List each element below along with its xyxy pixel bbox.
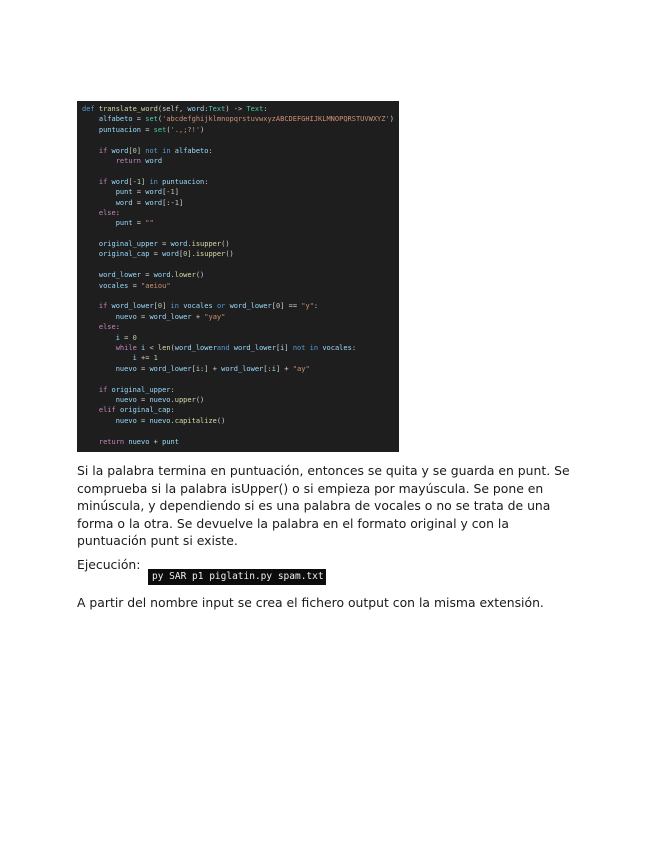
code-token: original_cap [98,250,150,259]
code-token [82,344,116,352]
code-line [82,437,399,447]
code-token: () [195,271,205,280]
code-token: : [263,105,268,113]
code-token: original_upper [111,385,171,394]
code-token: [:- [162,198,175,207]
code-line [82,353,399,363]
code-token [82,209,99,217]
code-line [82,312,399,322]
code-token: () [195,395,205,404]
code-token: and [216,343,234,352]
code-line [82,249,399,259]
code-line [82,364,399,374]
code-token: + [191,312,205,321]
code-token: 'abcdefghijklmnopqrstuvwxyzABCDEFGHIJKLMNOPQRSTUVWXYZ' [162,115,390,124]
code-line [82,322,399,332]
code-token: ]. [187,250,196,259]
code-token: = [149,250,163,259]
code-token [82,365,116,373]
code-token: nuevo [115,364,137,373]
code-token: 1 [136,177,142,186]
code-token: alfabeto [98,115,133,124]
code-token: "aeiou" [141,281,171,290]
code-token: vocales [183,302,213,311]
code-token [82,396,116,404]
code-token: word [170,240,188,249]
code-line [82,187,399,197]
code-token: word [111,177,129,186]
code-token: = [128,281,142,290]
code-token: . [187,240,192,249]
code-token: return [115,156,146,165]
code-token [82,250,99,258]
code-line [82,395,399,405]
code-token: [ [191,364,196,373]
code-token: "ay" [292,364,310,373]
code-line [82,260,399,270]
code-token: Text [208,105,226,113]
code-token: word [115,198,133,207]
code-token: else [98,208,116,217]
code-line [82,114,399,124]
code-token: len [157,343,171,352]
code-token: : [208,146,213,155]
code-token: i [280,343,285,352]
code-token: i [271,364,276,373]
code-token: < [145,343,158,352]
code-token: alfabeto [174,146,209,155]
code-token: punt [162,437,179,446]
code-token [82,178,99,186]
code-token: if [98,302,112,311]
code-token: = [136,416,150,425]
code-token [82,334,116,342]
explanation-paragraph: Si la palabra termina en puntuación, entonces se quita y se guarda en punt. Se comprueba si la palabra isUpper() o si empieza por mayúscula. Se pone en minúscula, y dependiendo si es una palabra de vocales o no se trata de una forma o la otra. Se devuelve la palabra en el formato original y con la puntuación punt si existe. [77,463,570,549]
code-token: ] == [280,302,302,311]
code-line [82,416,399,426]
code-token: () [216,416,226,425]
code-token: isupper [195,250,226,259]
code-token: vocales [322,343,352,352]
execution-label: Ejecución: [77,557,141,572]
code-token: ) [389,115,394,124]
code-token: [: [263,364,272,373]
code-token: = [157,240,171,249]
code-line [82,156,399,166]
code-line [82,239,399,249]
code-token: word [145,198,163,207]
code-token: = [132,115,146,124]
code-token: 0 [132,333,137,342]
code-token: nuevo [115,312,137,321]
code-token: 1 [153,354,158,363]
code-token: ( [166,125,171,134]
code-token: word_lower [221,364,264,373]
code-token: while [115,343,142,352]
code-token: += [136,354,154,363]
code-token: "" [145,219,154,228]
code-token: 0 [275,302,281,311]
code-token: word [162,250,179,259]
code-token: word_lower [111,302,154,311]
code-token: () [225,250,234,259]
code-token: word [145,156,163,165]
code-token: word [153,271,171,280]
code-token [82,406,99,414]
code-token: if [98,385,112,394]
code-token: elif [98,406,120,415]
code-token [82,302,99,310]
code-token: ) [200,125,205,134]
code-token: vocales [98,281,129,290]
code-token [82,354,133,362]
code-token: not in [145,146,175,155]
code-token: word [145,188,163,197]
code-token: not in [292,343,323,352]
code-token [82,126,99,134]
code-token: capitalize [174,416,217,425]
code-line [82,166,399,176]
code-token: def [82,105,99,113]
code-line [82,218,399,228]
code-token: nuevo [115,416,137,425]
code-token: : [204,105,209,113]
code-token: or [216,302,230,311]
code-line [82,426,399,436]
code-token: nuevo [149,395,171,404]
code-token: = [132,188,146,197]
code-line [82,385,399,395]
code-token: word_lower [149,312,192,321]
code-token: -> [233,105,247,113]
code-line [82,104,399,114]
code-token: i [141,343,146,352]
code-line [82,281,399,291]
code-token: i [132,354,137,363]
code-token: "yay" [204,312,226,321]
code-token: [- [162,188,171,197]
code-token: ] [174,188,179,197]
code-token [82,313,116,321]
code-token: i [195,364,201,373]
code-token: ] [141,177,150,186]
code-token: = [132,219,146,228]
code-token: original_upper [98,240,158,249]
code-token [82,438,99,446]
code-token: puntuacion [98,125,142,134]
code-token: : [170,385,175,394]
code-token: : [204,177,209,186]
code-screenshot [77,101,399,452]
code-token: ] [284,343,293,352]
code-token: : [170,406,175,415]
code-token: : [115,323,120,332]
code-line [82,198,399,208]
code-token: ( [170,343,175,352]
code-token: lower [174,271,196,280]
code-line [82,229,399,239]
code-token: set [153,125,167,134]
code-token: [ [178,250,184,259]
code-token [82,323,99,331]
code-token: word_lower [229,302,272,311]
code-token: ( [157,115,163,124]
code-token: isupper [191,240,222,249]
code-token: nuevo [149,416,171,425]
code-token [82,271,99,279]
code-token: if [98,177,112,186]
code-token: = [132,198,146,207]
code-token: ] + [275,364,293,373]
code-token: '.,;?!' [170,125,201,134]
code-token: : [115,208,120,217]
code-line [82,343,399,353]
code-token: (self, [157,105,188,113]
code-token: () [221,240,230,249]
code-token: set [145,115,158,124]
code-line [82,208,399,218]
code-token [82,115,99,123]
code-line [82,177,399,187]
code-token: . [170,416,175,425]
code-token: 0 [183,250,188,259]
output-paragraph: A partir del nombre input se crea el fichero output con la misma extensión. [77,595,544,610]
code-token: if [98,146,112,155]
code-token: word_lower [98,271,142,280]
code-token: ) [225,105,234,113]
code-token: . [170,395,175,404]
code-token [82,282,99,290]
code-line [82,270,399,280]
code-token: nuevo [128,437,150,446]
code-token: translate_word [98,105,158,113]
code-token: 0 [157,302,163,311]
terminal-command: py SAR p1 piglatin.py spam.txt [148,569,326,585]
code-line [82,405,399,415]
code-token: word_lower [233,343,276,352]
code-line [82,125,399,135]
code-token [82,188,116,196]
code-line [82,146,399,156]
code-token: punt [115,188,133,197]
code-token: ] [136,146,146,155]
code-token: + [149,437,163,446]
code-token: nuevo [115,395,137,404]
code-token [82,219,116,227]
code-token: [ [275,343,281,352]
code-token: word [111,146,129,155]
code-line [82,135,399,145]
code-token: in [170,302,184,311]
code-token: : [351,343,357,352]
code-token: punt [115,219,133,228]
code-token: ] [178,198,184,207]
code-token: :] + [200,364,222,373]
code-line [82,291,399,301]
code-token: [ [271,302,276,311]
code-token: 1 [170,188,175,197]
code-token: word_lower [174,343,217,352]
code-token: 1 [174,198,179,207]
code-token [82,157,116,165]
code-token: Text [246,105,264,113]
code-line [82,301,399,311]
code-token [82,199,116,207]
code-token: = [136,364,150,373]
code-token: ] [162,302,171,311]
code-token [82,417,116,425]
code-token: . [170,271,175,280]
code-token: in [149,177,163,186]
code-token: : [313,302,319,311]
code-token: = [141,271,154,280]
code-token [82,147,99,155]
code-line [82,333,399,343]
code-token [82,386,99,394]
code-token: 0 [132,146,137,155]
code-token: word_lower [149,364,192,373]
code-token: [ [128,146,133,155]
code-token [82,240,99,248]
code-token: upper [174,395,196,404]
code-token: word [187,105,205,113]
code-token: i [115,333,120,342]
code-token: return [98,437,129,446]
code-token: original_cap [119,406,171,415]
code-token: = [141,125,154,134]
code-token: else [98,323,116,332]
code-line [82,374,399,384]
code-token: "y" [301,302,314,311]
code-token: puntuacion [162,177,205,186]
code-token: = [136,395,150,404]
code-token: [ [153,302,158,311]
code-token: = [119,333,133,342]
code-token: [- [128,177,137,186]
code-token: = [136,312,150,321]
